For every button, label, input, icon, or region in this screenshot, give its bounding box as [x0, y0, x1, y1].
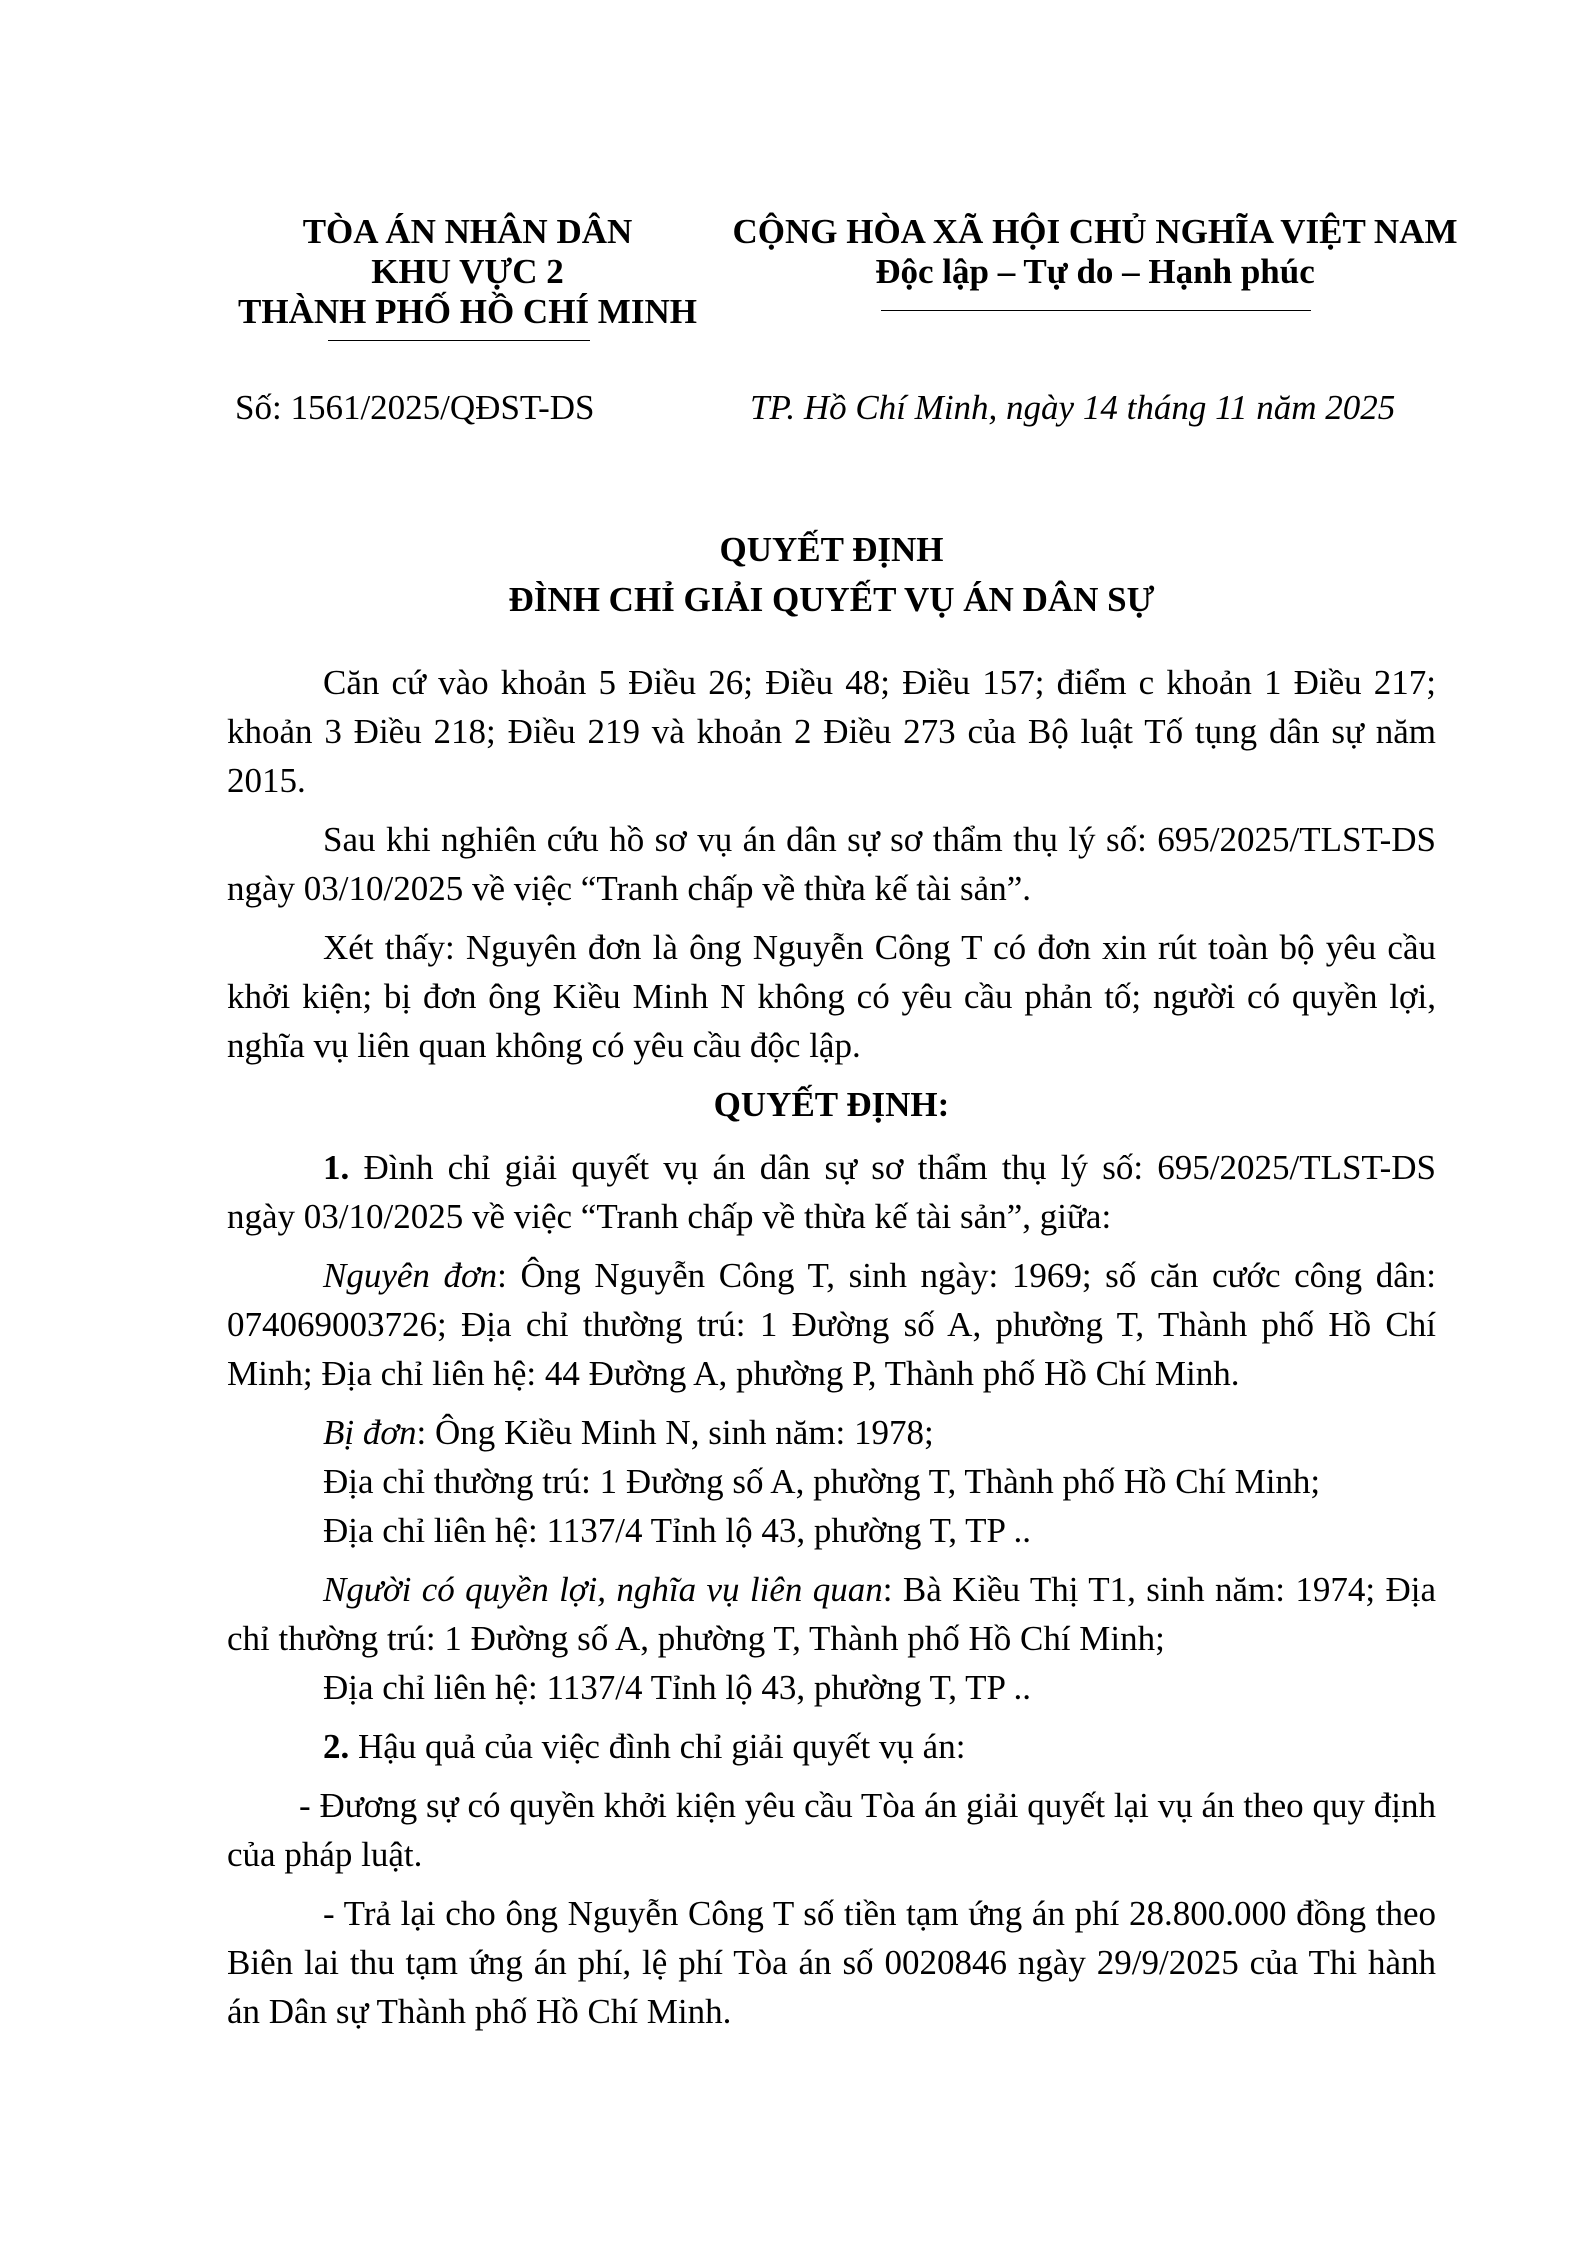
item-1-number: 1. [323, 1148, 350, 1187]
related-party-details: : Bà Kiều Thị T1, sinh năm: 1974; Địa chỉ thường trú: 1 Đường số A, phường T, Thành phố Hồ Chí Minh; [227, 1570, 1437, 1658]
nation-name: CỘNG HÒA XÃ HỘI CHỦ NGHĨA VIỆT NAM [732, 212, 1458, 251]
defendant-label: Bị đơn [323, 1413, 417, 1452]
plaintiff-details: : Ông Nguyễn Công T, sinh ngày: 1969; số căn cước công dân: 074069003726; Địa chỉ thường trú: 1 Đường số A, phường T, Thành phố Hồ Chí Minh; Địa chỉ liên hệ: 44 Đường A, phường P, Thành phố Hồ Chí Minh. [227, 1256, 1436, 1393]
item-2-text: Hậu quả của việc đình chỉ giải quyết vụ án: [349, 1727, 966, 1766]
related-party-label: Người có quyền lợi, nghĩa vụ liên quan [323, 1570, 883, 1609]
item-1-text: Đình chỉ giải quyết vụ án dân sự sơ thẩm thụ lý số: 695/2025/TLST-DS ngày 03/10/2025 về việc “Tranh chấp về thừa kế tài sản”, giữa: [227, 1148, 1436, 1236]
court-underline [328, 340, 590, 341]
finding-paragraph: Xét thấy: Nguyên đơn là ông Nguyễn Công T có đơn xin rút toàn bộ yêu cầu khởi kiện; bị đơn ông Kiều Minh N không có yêu cầu phản tố; người có quyền lợi, nghĩa vụ liên quan không có yêu cầu độc lập. [227, 928, 1436, 1065]
related-party-paragraph [227, 1565, 1436, 1663]
plaintiff-label: Nguyên đơn [323, 1256, 498, 1295]
consequence-2: - Trả lại cho ông Nguyễn Công T số tiền tạm ứng án phí 28.800.000 đồng theo Biên lai thu tạm ứng án phí, lệ phí Tòa án số 0020846 ngày 29/9/2025 của Thi hành án Dân sự Thành phố Hồ Chí Minh. [227, 1894, 1436, 2031]
court-region: KHU VỰC 2 [371, 252, 564, 291]
document-number: Số: 1561/2025/QĐST-DS [235, 388, 595, 427]
document-title [227, 525, 1436, 625]
defendant-contact: Địa chỉ liên hệ: 1137/4 Tỉnh lộ 43, phường T, TP .. [323, 1511, 1031, 1550]
nation-motto: Độc lập – Tự do – Hạnh phúc [875, 252, 1315, 291]
decision-item-2 [227, 1722, 1436, 1771]
item-2-number: 2. [323, 1727, 350, 1766]
case-review-paragraph: Sau khi nghiên cứu hồ sơ vụ án dân sự sơ thẩm thụ lý số: 695/2025/TLST-DS ngày 03/10/2025 về việc “Tranh chấp về thừa kế tài sản”. [227, 820, 1436, 908]
decision-item-1 [227, 1143, 1436, 1241]
nation-header [715, 212, 1475, 292]
motto-underline [881, 310, 1311, 311]
court-city: THÀNH PHỐ HỒ CHÍ MINH [238, 292, 697, 331]
court-name: TÒA ÁN NHÂN DÂN [302, 212, 633, 251]
consequence-1: - Đương sự có quyền khởi kiện yêu cầu Tòa án giải quyết lại vụ án theo quy định của pháp luật. [227, 1786, 1436, 1874]
related-party-contact: Địa chỉ liên hệ: 1137/4 Tỉnh lộ 43, phường T, TP .. [323, 1668, 1031, 1707]
defendant-address: Địa chỉ thường trú: 1 Đường số A, phường T, Thành phố Hồ Chí Minh; [323, 1462, 1321, 1501]
legal-basis-paragraph: Căn cứ vào khoản 5 Điều 26; Điều 48; Điều 157; điểm c khoản 1 Điều 217; khoản 3 Điều 218; Điều 219 và khoản 2 Điều 273 của Bộ luật Tố tụng dân sự năm 2015. [227, 663, 1436, 800]
plaintiff-paragraph [227, 1251, 1436, 1398]
defendant-block [227, 1408, 1436, 1555]
related-party-block [227, 1565, 1436, 1712]
decision-heading: QUYẾT ĐỊNH: [713, 1085, 950, 1124]
court-header [225, 212, 710, 332]
defendant-details: : Ông Kiều Minh N, sinh năm: 1978; [416, 1413, 934, 1452]
defendant-line [227, 1408, 1436, 1457]
title-line-2: ĐÌNH CHỈ GIẢI QUYẾT VỤ ÁN DÂN SỰ [508, 580, 1155, 619]
place-date: TP. Hồ Chí Minh, ngày 14 tháng 11 năm 2025 [750, 388, 1396, 427]
document-body [227, 658, 1436, 2046]
title-line-1: QUYẾT ĐỊNH [719, 530, 944, 569]
